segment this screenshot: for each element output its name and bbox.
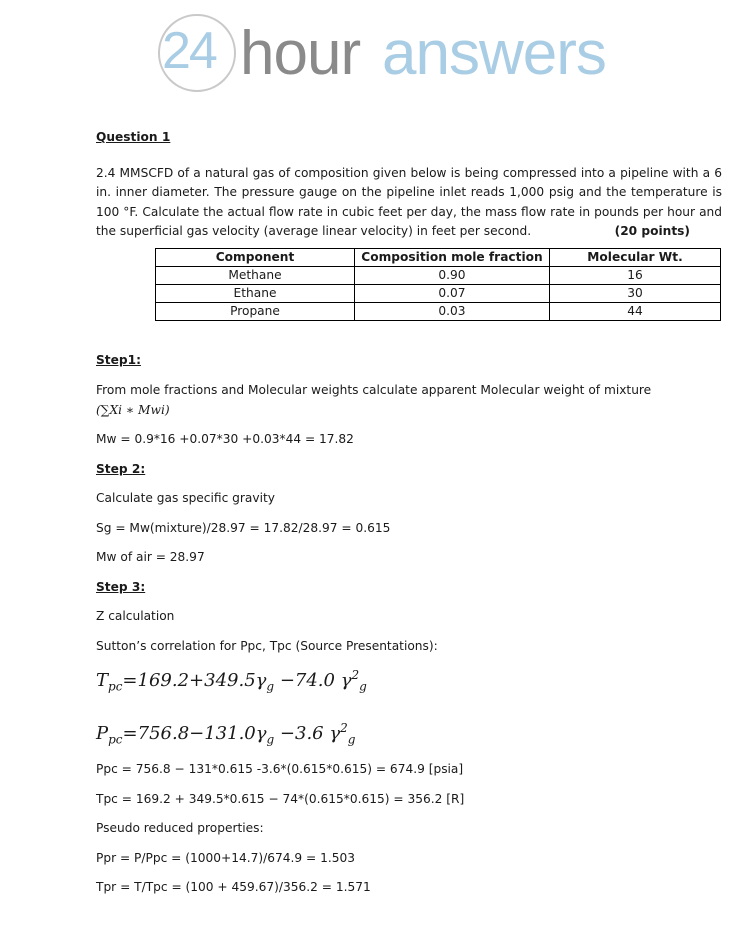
table-header-row — [156, 248, 721, 266]
points-label: (20 points) — [614, 224, 690, 238]
question-text — [96, 164, 722, 242]
table-cell: 0.90 — [355, 266, 550, 284]
step3-title: Step 3: — [96, 579, 146, 594]
table-cell: Propane — [156, 302, 355, 320]
eq-tpc-lhs-sub: pc — [108, 679, 123, 694]
step2-title: Step 2: — [96, 461, 146, 476]
step1-title: Step1: — [96, 352, 141, 367]
ppc-calc: Ppc = 756.8 − 131*0.615 -3.6*(0.615*0.615) = 674.9 [psia] — [96, 762, 464, 777]
step1-formula: (∑Xi ∗ Mwi) — [96, 402, 170, 417]
equation-ppc — [96, 719, 722, 750]
eq-ppc-rhs: =756.8−131.0γ — [122, 723, 267, 745]
table-cell: 0.03 — [355, 302, 550, 320]
table-row — [156, 284, 721, 302]
table-header: Molecular Wt. — [550, 248, 721, 266]
equation-tpc — [96, 666, 722, 697]
eq-tpc-lhs: T — [96, 670, 109, 691]
table-cell: 44 — [550, 302, 721, 320]
question-title: Question 1 — [96, 130, 171, 144]
table-cell: 16 — [550, 266, 721, 284]
step2-text: Calculate gas specific gravity — [96, 491, 275, 505]
composition-table — [155, 248, 721, 321]
eq-ppc-sub-g2: g — [347, 732, 356, 747]
eq-tpc-sub-g2: g — [359, 679, 367, 694]
table-header: Composition mole fraction — [355, 248, 550, 266]
question-body: 2.4 MMSCFD of a natural gas of composition given below is being compressed into a pipeline with a 6 in. inner diameter. The pressure gauge on the pipeline inlet reads 1,000 psig and the temperature is 100 °F. Calculate the actual flow rate in cubic feet per day, the mass flow rate in pounds per hour and the superficial gas velocity (average linear velocity) in feet per second. — [96, 165, 722, 238]
eq-ppc-lhs: P — [96, 723, 109, 745]
eq-ppc-sub-g1: g — [266, 732, 275, 747]
logo-number: 24 — [162, 22, 216, 80]
tpc-calc: Tpc = 169.2 + 349.5*0.615 − 74*(0.615*0.615) = 356.2 [R] — [96, 791, 465, 806]
table-row — [156, 266, 721, 284]
table-cell: 0.07 — [355, 284, 550, 302]
pseudo-label: Pseudo reduced properties: — [96, 821, 264, 836]
logo-word-hour: hour — [240, 19, 361, 88]
eq-tpc-sub-g1: g — [266, 679, 275, 694]
step2-air: Mw of air = 28.97 — [96, 550, 205, 564]
sutton-label: Sutton’s correlation for Ppc, Tpc (Source Presentations): — [96, 638, 438, 653]
table-cell: 30 — [550, 284, 721, 302]
logo-word-answers: answers — [382, 19, 606, 88]
table-header: Component — [156, 248, 355, 266]
eq-tpc-sup: 2 — [351, 668, 360, 682]
ppr-calc: Ppr = P/Ppc = (1000+14.7)/674.9 = 1.503 — [96, 850, 355, 865]
table-row — [156, 302, 721, 320]
step1-calc: Mw = 0.9*16 +0.07*30 +0.03*44 = 17.82 — [96, 432, 354, 446]
eq-ppc-sup: 2 — [340, 721, 348, 736]
eq-ppc-rhs2: −3.6 γ — [274, 723, 341, 745]
logo — [158, 14, 628, 94]
step1-text: From mole fractions and Molecular weights calculate apparent Molecular weight of mixture — [96, 383, 652, 397]
step2-sg: Sg = Mw(mixture)/28.97 = 17.82/28.97 = 0.615 — [96, 520, 391, 535]
table-cell: Methane — [156, 266, 355, 284]
document-body — [96, 128, 722, 898]
eq-tpc-rhs: =169.2+349.5γ — [122, 670, 267, 691]
eq-ppc-lhs-sub: pc — [108, 732, 123, 747]
eq-tpc-rhs2: −74.0 γ — [274, 670, 352, 691]
tpr-calc: Tpr = T/Tpc = (100 + 459.67)/356.2 = 1.571 — [96, 880, 371, 895]
step3-text: Z calculation — [96, 609, 175, 623]
table-cell: Ethane — [156, 284, 355, 302]
